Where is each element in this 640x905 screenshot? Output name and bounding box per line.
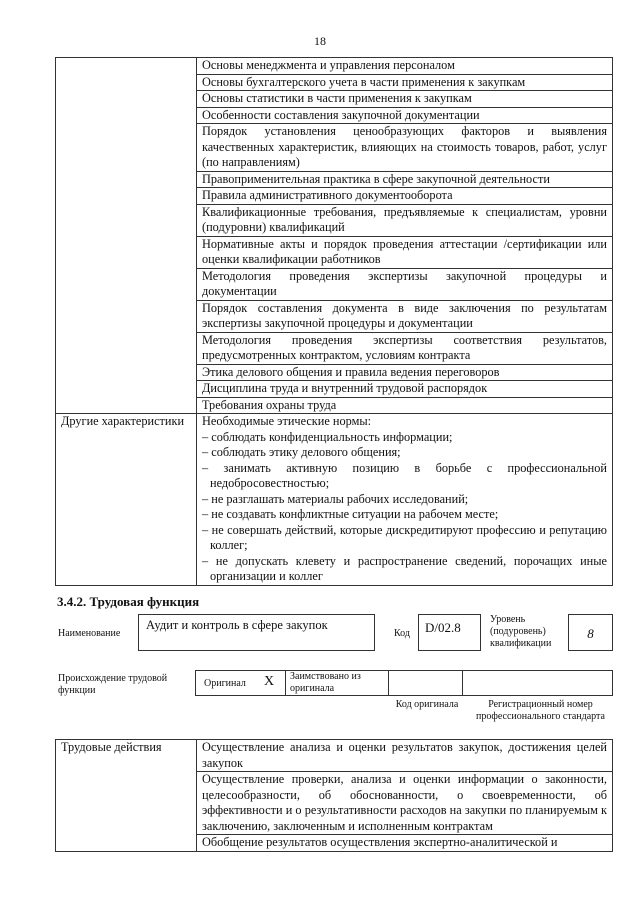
skill-cell: Методология проведения экспертизы закупочной процедуры и документации bbox=[197, 268, 613, 300]
labor-action-cell: Осуществление проверки, анализа и оценки информации о законности, целесообразности, об обоснованности, о своевременности, об эффективности и о результативности расходов на закупки по планируемым к заключению, заключенным и исполненным контрактам bbox=[197, 772, 613, 835]
skill-cell: Порядок установления ценообразующих факторов и выявления качественных характеристик, влияющих на стоимость товаров, работ, услуг (по направлениям) bbox=[197, 124, 613, 172]
section-title: 3.4.2. Трудовая функция bbox=[57, 594, 200, 609]
original-mark: X bbox=[264, 674, 275, 689]
ethics-item: – занимать активную позицию в борьбе с профессиональной недобросовестностью; bbox=[202, 461, 607, 492]
competency-table bbox=[55, 57, 613, 586]
skill-cell: Особенности составления закупочной документации bbox=[197, 107, 613, 124]
code-original-cell bbox=[389, 671, 463, 695]
skill-cell: Дисциплина труда и внутренний трудовой распорядок bbox=[197, 381, 613, 398]
borrowed-label: Заимствовано из оригинала bbox=[290, 671, 361, 694]
ethics-item: – не создавать конфликтные ситуации на рабочем месте; bbox=[202, 507, 607, 523]
code-original-caption: Код оригинала bbox=[395, 699, 459, 710]
origin-row bbox=[195, 670, 613, 696]
qualification-level-value: 8 bbox=[568, 614, 613, 651]
qualification-level-label: Уровень (подуровень) квалификации bbox=[490, 614, 552, 649]
name-label: Наименование bbox=[58, 628, 121, 639]
skill-cell: Нормативные акты и порядок проведения аттестации /сертификации или оценки квалификации работников bbox=[197, 236, 613, 268]
page-number: 18 bbox=[314, 34, 326, 48]
reg-number-caption: Регистрационный номер профессионального стандарта bbox=[476, 699, 605, 722]
skill-cell: Этика делового общения и правила ведения переговоров bbox=[197, 364, 613, 381]
reg-number-cell bbox=[463, 671, 612, 695]
ethics-cell bbox=[197, 414, 613, 586]
empty-label-cell bbox=[56, 58, 197, 414]
original-cell bbox=[196, 671, 286, 695]
ethics-item: – соблюдать конфиденциальность информации; bbox=[202, 430, 607, 446]
labor-actions-label: Трудовые действия bbox=[56, 740, 197, 852]
ethics-item: – не совершать действий, которые дискредитируют профессию и репутацию коллег; bbox=[202, 523, 607, 554]
ethics-item: – соблюдать этику делового общения; bbox=[202, 445, 607, 461]
skill-cell: Правила административного документооборота bbox=[197, 188, 613, 205]
skill-cell: Основы бухгалтерского учета в части применения к закупкам bbox=[197, 74, 613, 91]
labor-action-cell: Осуществление анализа и оценки результатов закупок, достижения целей закупок bbox=[197, 740, 613, 772]
ethics-intro: Необходимые этические нормы: bbox=[202, 414, 372, 428]
function-name-value: Аудит и контроль в сфере закупок bbox=[138, 614, 375, 651]
ethics-item: – не допускать клевету и распространение сведений, порочащих иные организации и коллег bbox=[202, 554, 607, 585]
ethics-item: – не разглашать материалы рабочих исследований; bbox=[202, 492, 607, 508]
labor-actions-table bbox=[55, 739, 613, 852]
function-code-value: D/02.8 bbox=[418, 614, 481, 651]
skill-cell: Правоприменительная практика в сфере закупочной деятельности bbox=[197, 171, 613, 188]
code-label: Код bbox=[394, 628, 410, 639]
borrowed-cell bbox=[286, 671, 389, 695]
labor-action-cell: Обобщение результатов осуществления экспертно-аналитической и bbox=[197, 835, 613, 852]
skill-cell: Основы менеджмента и управления персоналом bbox=[197, 58, 613, 75]
other-characteristics-label: Другие характеристики bbox=[56, 414, 197, 586]
original-label: Оригинал bbox=[204, 678, 246, 689]
skill-cell: Требования охраны труда bbox=[197, 397, 613, 414]
origin-label: Происхождение трудовой функции bbox=[58, 673, 168, 696]
skill-cell: Основы статистики в части применения к закупкам bbox=[197, 91, 613, 108]
skill-cell: Порядок составления документа в виде заключения по результатам экспертизы закупочной процедуры и документации bbox=[197, 300, 613, 332]
skill-cell: Квалификационные требования, предъявляемые к специалистам, уровни (подуровни) квалификаций bbox=[197, 204, 613, 236]
skill-cell: Методология проведения экспертизы соответствия результатов, предусмотренных контрактом, условиям контракта bbox=[197, 332, 613, 364]
